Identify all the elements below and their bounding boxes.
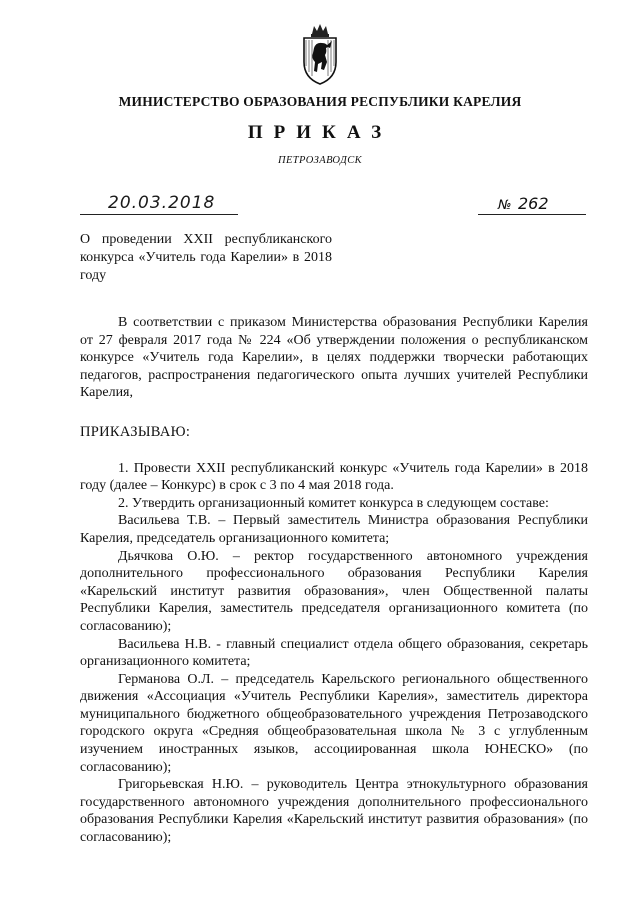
order-number: 262 [518, 194, 549, 213]
document-title: ПРИКАЗ [247, 122, 393, 143]
city-name: ПЕТРОЗАВОДСК [277, 155, 362, 166]
ministry-name: МИНИСТЕРСТВО ОБРАЗОВАНИЯ РЕСПУБЛИКИ КАРЕЛИЯ [118, 94, 522, 109]
document-body [80, 314, 588, 847]
order-word: ПРИКАЗЫВАЮ: [80, 423, 191, 440]
number-field [478, 190, 586, 215]
order-item-2: 2. Утвердить организационный комитет конкурса в следующем составе: [118, 495, 549, 511]
coat-of-arms-icon [296, 22, 344, 86]
date-field [80, 190, 238, 215]
committee-member: Германова О.Л. – председатель Карельского регионального общественного движения «Ассоциация «Учитель Республики Карелия», заместитель директора муниципального бюджетного общеобразовательного учреждения Петрозаводского городского округа «Средняя общеобразовательная школа № 3 с углубленным изучением иностранных языков, ассоциированная школа ЮНЕСКО» (по согласованию); [80, 671, 588, 775]
number-sign: № [498, 198, 512, 213]
preamble-paragraph: В соответствии с приказом Министерства образования Республики Карелия от 27 февраля 2017 года № 224 «Об утверждении положения о республиканском конкурсе «Учитель года Карелии», в целях поддержки творчески работающих педагогов, распространения педагогического опыта лучших учителей Республики Карелия, [80, 315, 588, 401]
order-date: 20.03.2018 [108, 193, 216, 213]
committee-member: Григорьевская Н.Ю. – руководитель Центра этнокультурного образования государственного автономного учреждения дополнительного профессионального образования Республики Карелия «Карельский институт развития образования» (по согласованию); [80, 777, 588, 846]
committee-member: Васильева Н.В. - главный специалист отдела общего образования, секретарь организационного комитета; [80, 636, 588, 670]
order-item-1: 1. Провести XXII республиканский конкурс «Учитель года Карелии» в 2018 году (далее – Конкурс) в срок с 3 по 4 мая 2018 года. [80, 460, 588, 494]
committee-member: Дьячкова О.Ю. – ректор государственного автономного учреждения дополнительного профессионального образования Республики Карелия «Карельский институт развития образования», член Общественной палаты Республики Карелия, заместитель председателя организационного комитета (по согласованию); [80, 548, 588, 634]
committee-member: Васильева Т.В. – Первый заместитель Министра образования Республики Карелия, председатель организационного комитета; [80, 513, 588, 546]
order-subject: О проведении XXII республиканского конкурса «Учитель года Карелии» в 2018 году [80, 232, 332, 283]
